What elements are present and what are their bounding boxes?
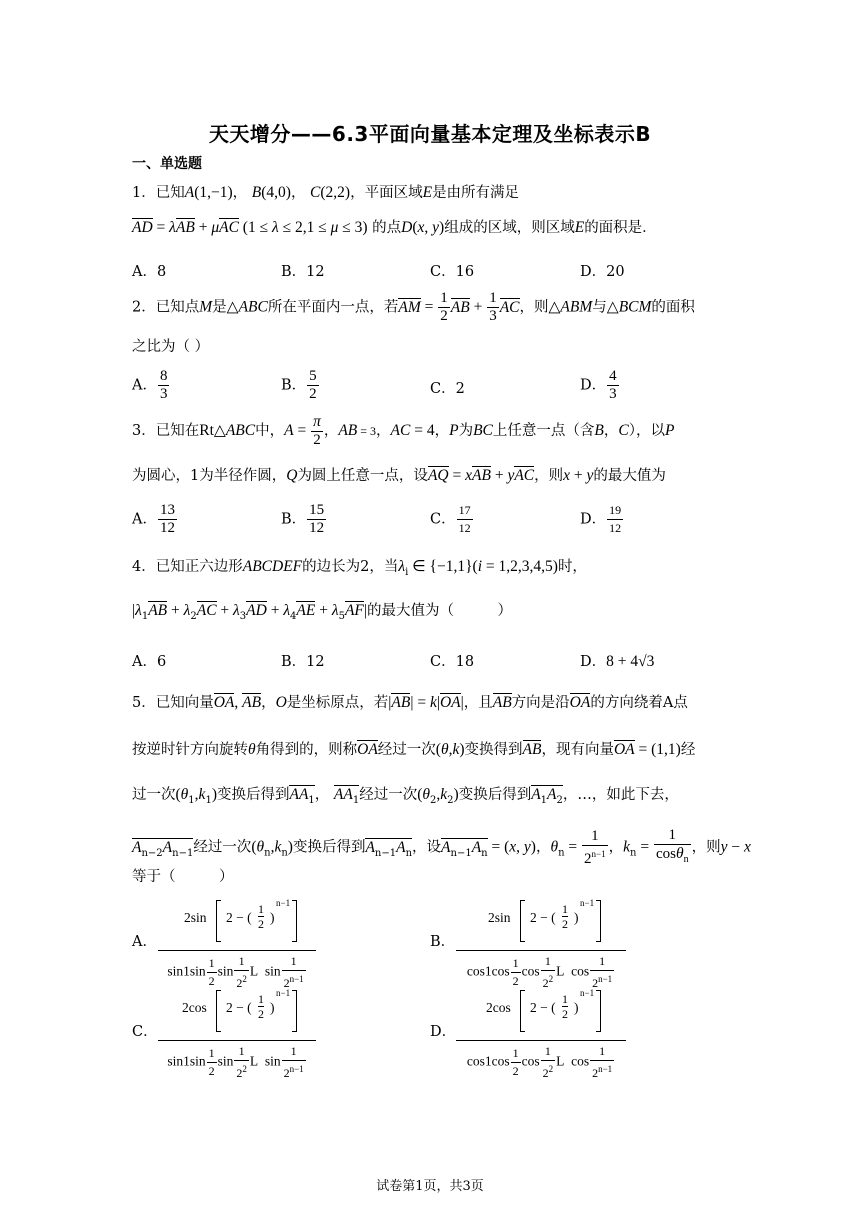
section-heading: 一、单选题 [132,156,202,172]
q2-option-d: D． $\frac{4}{3}$ [580,368,617,402]
q4-line1: 4．已知正六边形ABCDEF的边长为2，当$\lambda_i$ ∈ {−1,1}(i = 1,2,3,4,5)时， [132,558,587,578]
q1-line2: AD = λAB + μAC (1 ≤ λ ≤ 2,1 ≤ μ ≤ 3) 的点D(x, y)组成的区域，则区域E的面积是． [132,219,657,236]
q4-option-d: D．8 + 4√3 [580,653,655,670]
q3-option-d: D． $\frac{19}{12}$ [580,503,622,535]
q5-line2: 按逆时针方向旋转θ角得到的，则称OA经过一次(θ,k)变换得到AB，现有向量OA = (1,1)经 [132,741,696,758]
q1-option-a: A．8 [132,264,167,280]
q5-option-c-label: C． [132,1024,158,1040]
q3-line2: 为圆心，1为半径作圆，Q为圆上任意一点，设AQ = xAB + yAC，则x + y的最大值为 [132,467,666,484]
q2-line1: 2．已知点M是△ABC所在平面内一点，若AM = $\frac{1}{2}$ AB + $\frac{1}{3}$ AC，则△ABM与△BCM的面积 [132,290,695,324]
q4-option-c: C．18 [430,654,475,670]
q3-option-a: A． $\frac{13}{12}$ [132,502,175,536]
q5-option-b-label: B． [430,934,456,950]
q1-option-c: C．16 [430,264,475,280]
page-title: 天天增分——6.3平面向量基本定理及坐标表示B [208,122,652,146]
q3-line1: 3．已知在Rt△ABC中，A = $\frac{\pi}{2}$ ，AB = 3，AC = 4，P为BC上任意一点（含B，C），以P [132,413,675,448]
q2-option-b: B． $\frac{5}{2}$ [281,368,317,402]
q5-option-d-label: D． [430,1024,457,1040]
q4-line2: $|\lambda_1AB + \lambda_2AC + \lambda_3AD + \lambda_4AE + \lambda_5AF|$的最大值为（ ） [132,602,512,622]
q5-line4: $A_{n-2}A_{n-1}$经过一次$(\theta_n,k_n)$变换后得到$A_{n-1}A_n$，设$A_{n-1}A_n = (x$, y)，$\theta_n$ = $\frac{1}{2^{n-1}}$ ，$k_n$ = $\frac{1}{\cos\theta_n}$ ，则y − x [132,827,751,867]
q5-option-c-formula: 2cos 2 − ( 1 2 ) n−1 sin1sin $\frac{1}{2}$ sin $\frac{1}{2^2}$ L sin $\frac{1}{2^{n-1}}$ [158,986,316,1082]
q5-line3: 过一次$(\theta_1,k_1)$变换后得到$AA_1$， $AA_1$经过一次$(\theta_2,k_2)$变换后得到$A_1A_2$，…，如此下去， [132,785,679,811]
q2-option-a: A． $\frac{8}{3}$ [132,368,168,402]
q1-option-d: D．20 [580,264,625,280]
q5-option-a-formula: 2sin 2 − ( 1 2 ) n−1 sin1sin $\frac{1}{2}$ sin $\frac{1}{2^2}$ L sin $\frac{1}{2^{n-1}}$ [158,896,316,992]
q5-line1: 5．已知向量OA, AB，O是坐标原点，若|AB| = k|OA|，且AB方向是沿OA的方向绕着A点 [132,694,688,711]
q5-option-d-formula: 2cos 2 − ( 1 2 ) n−1 cos1cos $\frac{1}{2}$ cos $\frac{1}{2^2}$ L cos $\frac{1}{2^{n-1}}$ [456,986,626,1082]
q5-option-b-formula: 2sin 2 − ( 1 2 ) n−1 cos1cos $\frac{1}{2}$ cos $\frac{1}{2^2}$ L cos $\frac{1}{2^{n-1}}$ [456,896,626,992]
q1-line1: 1．已知A(1,−1)， B(4,0)， C(2,2)，平面区域E是由所有满足 [132,184,520,201]
q5-option-a-label: A． [132,934,157,950]
q1-option-b: B．12 [281,264,325,280]
q2-option-c: C．2 [430,381,465,397]
q5-line5: 等于（ ） [132,869,234,885]
page-footer: 试卷第1页，共3页 [376,1179,484,1194]
q2-line2: 之比为（ ） [132,339,210,355]
q3-option-c: C． $\frac{17}{12}$ [430,503,471,535]
q3-option-b: B． $\frac{15}{12}$ [281,502,325,536]
q4-option-b: B．12 [281,654,325,670]
q4-option-a: A．6 [132,654,167,670]
